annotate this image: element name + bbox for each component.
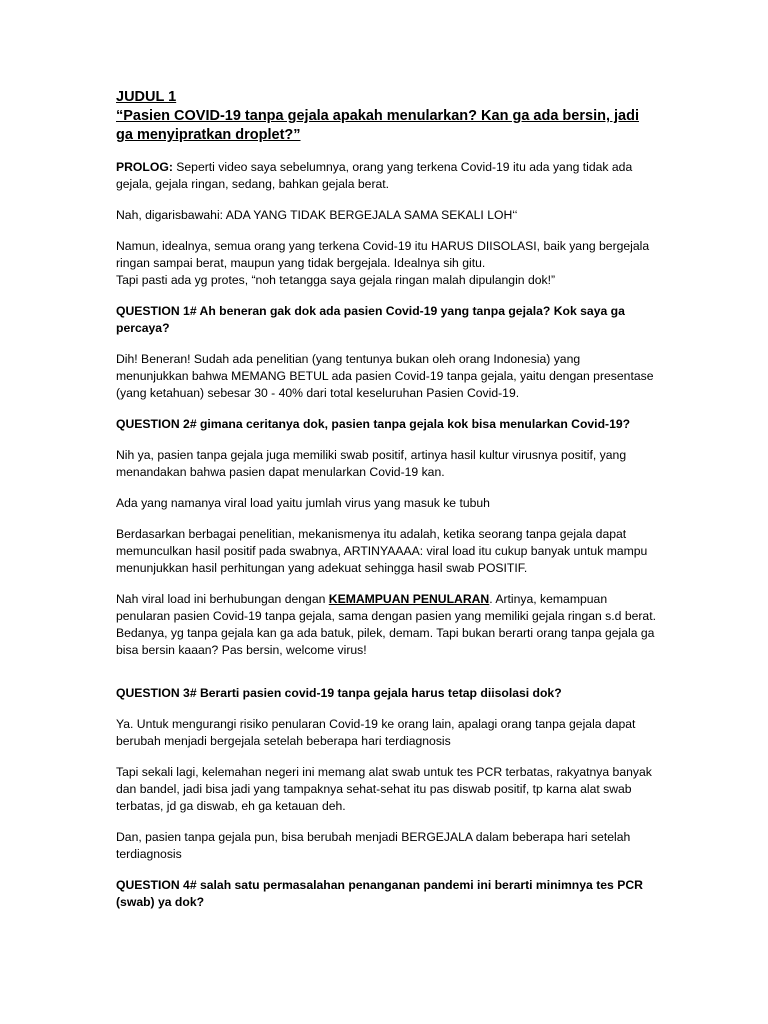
- question-2-text: QUESTION 2# gimana ceritanya dok, pasien tanpa gejala kok bisa menularkan Covid-19?: [116, 417, 631, 431]
- emphasis-paragraph: Nah, digarisbawahi: ADA YANG TIDAK BERGEJALA SAMA SEKALI LOH‘‘: [116, 208, 518, 222]
- answer-3-part-2: Tapi sekali lagi, kelemahan negeri ini memang alat swab untuk tes PCR terbatas, rakyatnya banyak dan bandel, jadi bisa jadi yang tampaknya sehat-sehat itu pas diswab positif, tp karna alat swab terbatas, jd ga diswab, eh ga ketauan deh.: [116, 765, 652, 813]
- protest-text: Tapi pasti ada yg protes, “noh tetangga saya gejala ringan malah dipulangin dok!”: [116, 273, 556, 287]
- answer-3-part-1: Ya. Untuk mengurangi risiko penularan Covid-19 ke orang lain, apalagi orang tanpa gejala dapat berubah menjadi bergejala setelah beberapa hari terdiagnosis: [116, 717, 636, 748]
- answer-2-part-4: [116, 591, 656, 659]
- answer-2-part-3: Berdasarkan berbagai penelitian, mekanismenya itu adalah, ketika seorang tanpa gejala dapat memunculkan hasil positif pada swabnya, ARTINYAAAA: viral load itu cukup banyak untuk mampu menunjukkan hasil perhitungan yang adekuat sehingga hasil swab POSITIF.: [116, 527, 648, 575]
- document-page: [116, 88, 656, 925]
- question-2: [116, 416, 656, 433]
- document-title: “Pasien COVID-19 tanpa gejala apakah menularkan? Kan ga ada bersin, jadi ga menyipratkan droplet?”: [116, 108, 639, 143]
- question-1: [116, 303, 656, 337]
- prolog-label: PROLOG:: [116, 160, 173, 174]
- isolation-text: Namun, idealnya, semua orang yang terkena Covid-19 itu HARUS DIISOLASI, baik yang bergejala ringan sampai berat, maupun yang tidak bergejala. Idealnya sih gitu.: [116, 239, 650, 270]
- question-3-text: QUESTION 3# Berarti pasien covid-19 tanpa gejala harus tetap diisolasi dok?: [116, 686, 562, 700]
- prolog-paragraph: [116, 159, 656, 193]
- answer-2-part-1: Nih ya, pasien tanpa gejala juga memiliki swab positif, artinya hasil kultur virusnya positif, yang menandakan bahwa pasien dapat menularkan Covid-19 kan.: [116, 448, 627, 479]
- answer-1: Dih! Beneran! Sudah ada penelitian (yang tentunya bukan oleh orang Indonesia) yang menunjukkan bahwa MEMANG BETUL ada pasien Covid-19 tanpa gejala, yaitu dengan presentase (yang ketahuan) sebesar 30 - 40% dari total keseluruhan Pasien Covid-19.: [116, 352, 654, 400]
- question-4-text: QUESTION 4# salah satu permasalahan penanganan pandemi ini berarti minimnya tes PCR (swab) ya dok?: [116, 878, 643, 909]
- question-1-text: QUESTION 1# Ah beneran gak dok ada pasien Covid-19 yang tanpa gejala? Kok saya ga percaya?: [116, 304, 625, 335]
- prolog-text: Seperti video saya sebelumnya, orang yang terkena Covid-19 itu ada yang tidak ada gejala, gejala ringan, sedang, bahkan gejala berat.: [116, 160, 633, 191]
- answer-2-part-2: Ada yang namanya viral load yaitu jumlah virus yang masuk ke tubuh: [116, 496, 490, 510]
- isolation-paragraph: [116, 238, 656, 289]
- answer-2-part-4-after: . Artinya, kemampuan penularan pasien Covid-19 tanpa gejala, sama dengan pasien yang memiliki gejala ringan s.d berat. Bedanya, yg tanpa gejala kan ga ada batuk, pilek, demam. Tapi bukan berarti orang tanpa gejala ga bisa bersin kaaan? Pas bersin, welcome virus!: [116, 592, 656, 657]
- question-3: [116, 685, 656, 702]
- document-heading: JUDUL 1: [116, 89, 177, 105]
- question-4: [116, 877, 656, 911]
- answer-3-part-3: Dan, pasien tanpa gejala pun, bisa berubah menjadi BERGEJALA dalam beberapa hari setelah terdiagnosis: [116, 830, 631, 861]
- answer-2-part-4-emphasis: KEMAMPUAN PENULARAN: [328, 592, 490, 606]
- answer-2-part-4-before: Nah viral load ini berhubungan dengan: [116, 592, 329, 606]
- section-gap: [116, 673, 656, 685]
